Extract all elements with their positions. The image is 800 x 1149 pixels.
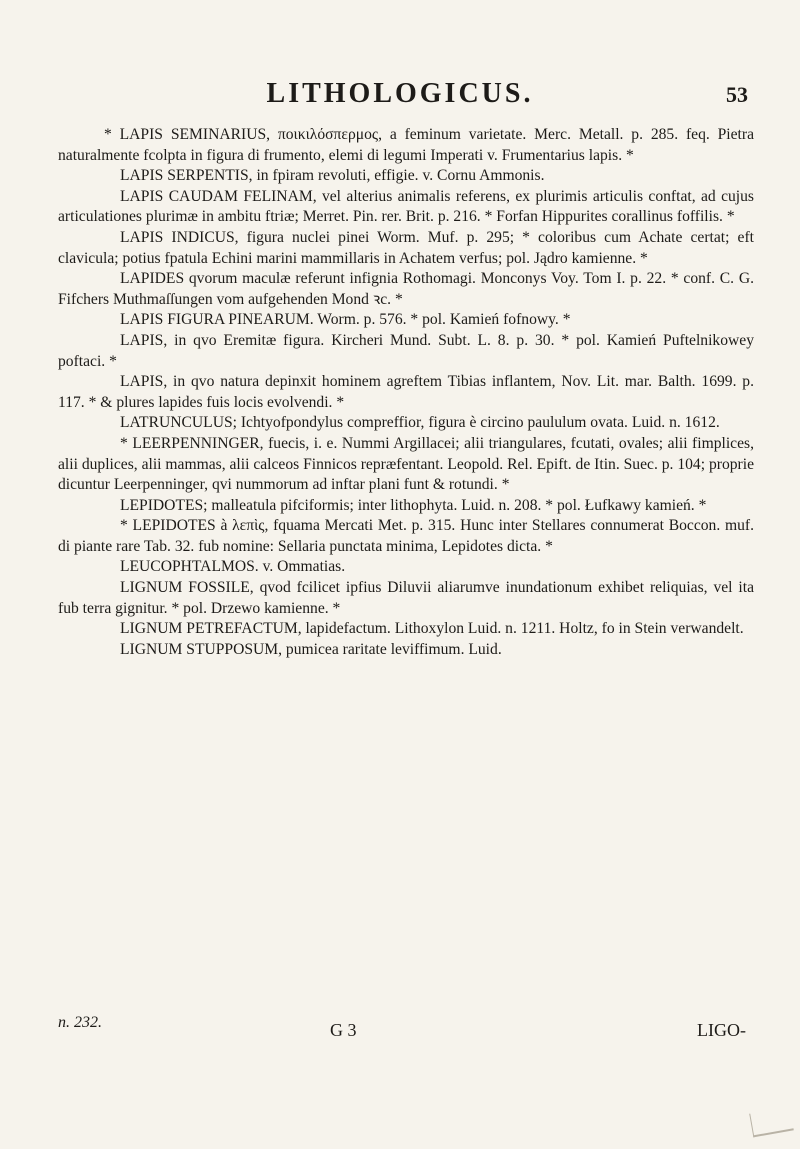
entry-latrunculus: LATRUNCULUS; Ichtyofpondylus compreffior, figura è circino paululum ovata. Luid. n. 1612. <box>120 414 720 432</box>
catchword: LIGO- <box>697 1020 746 1040</box>
entry-lepidotes-1: LEPIDOTES; malleatula pifciformis; inter lithophyta. Luid. n. 208. * pol. Łufkawy kamień. * <box>120 496 707 514</box>
entry-lapis-serpentis: LAPIS SERPENTIS, in fpiram revoluti, effigie. v. Cornu Ammonis. <box>120 167 545 185</box>
entry-lapis-seminarius: * LAPIS SEMINARIUS, ποικιλόσπερμος, a feminum varietate. Merc. Metall. p. 285. feq. Pietra naturalmente fcolpta in figura di frumento, elemi di legumi Imperati v. Frumentarius lapis. * <box>58 126 754 164</box>
entry-lignum-petrefactum: LIGNUM PETREFACTUM, lapidefactum. Lithoxylon Luid. n. 1211. Holtz, fo in Stein verwandelt. <box>120 620 744 638</box>
entry-lignum-stupposum: LIGNUM STUPPOSUM, pumicea raritate leviffimum. Luid. <box>120 640 502 658</box>
page-footer <box>58 1014 758 1044</box>
entry-lignum-fossile: LIGNUM FOSSILE, qvod fcilicet ipfius Diluvii aliarumve inundationum exhibet reliquias, vel ita fub terra gignitur. * pol. Drzewo kamienne. * <box>58 579 754 617</box>
entry-lepidotes-2: * LEPIDOTES à λεπὶς, fquama Mercati Met. p. 315. Hunc inter Stellares connumerat Boccon. muf. di piante rare Tab. 32. fub nomine: Sellaria punctata minima, Lepidotes dicta. * <box>58 517 754 555</box>
entry-lapis-eremitae: LAPIS, in qvo Eremitæ figura. Kircheri Mund. Subt. L. 8. p. 30. * pol. Kamień Puftelnikowey poftaci. * <box>58 331 754 370</box>
entry-lapis-figura-pinearum: LAPIS FIGURA PINEARUM. Worm. p. 576. * pol. Kamień fofnowy. * <box>120 311 571 329</box>
dictionary-body <box>58 125 754 660</box>
signature-mark: G 3 <box>330 1020 357 1040</box>
page-header <box>0 78 800 118</box>
page-number: 53 <box>726 82 748 107</box>
footer-note: n. 232. <box>58 1014 102 1031</box>
entry-leerpenninger: * LEERPENNINGER, fuecis, i. e. Nummi Argillacei; alii triangulares, fcutati, ovales; alii fimplices, alii duplices, alii mammas, alii calceos Finnicos repræfentant. Leopold. Rel. Epift. de Itin. Suec. p. 104; proprie dicuntur Leerpenninger, qvi nummorum ad inftar plani funt & rotundi. * <box>58 434 754 494</box>
page-corner-mark <box>749 1107 794 1138</box>
entry-lapis-caudam-felinam: LAPIS CAUDAM FELINAM, vel alterius animalis referens, ex plurimis articulis conftat, ad cujus articulationes plurimæ in ambitu ftriæ; Merret. Pin. rer. Brit. p. 216. * Forfan Hippurites corallinus foffilis. * <box>58 187 754 226</box>
entry-leucophtalmos: LEUCOPHTALMOS. v. Ommatias. <box>120 558 346 576</box>
entry-lapides-rothomagi: LAPIDES qvorum maculæ referunt infignia Rothomagi. Monconys Voy. Tom I. p. 22. * conf. C. G. Fifchers Muthmaſſungen vom aufgehenden Mond ꝛc. * <box>58 270 754 308</box>
running-title: LITHOLOGICUS. <box>266 78 534 109</box>
entry-lapis-indicus: LAPIS INDICUS, figura nuclei pinei Worm. Muf. p. 295; * coloribus cum Achate certat; eft clavicula; potius fpatula Echini marini mammillaris in Achatem verfus; pol. Jądro kamienne. * <box>58 228 754 267</box>
entry-lapis-hominem: LAPIS, in qvo natura depinxit hominem agreftem Tibias inflantem, Nov. Lit. mar. Balth. 1699. p. 117. * & plures lapides fuis locis evolvendi. * <box>58 373 754 411</box>
